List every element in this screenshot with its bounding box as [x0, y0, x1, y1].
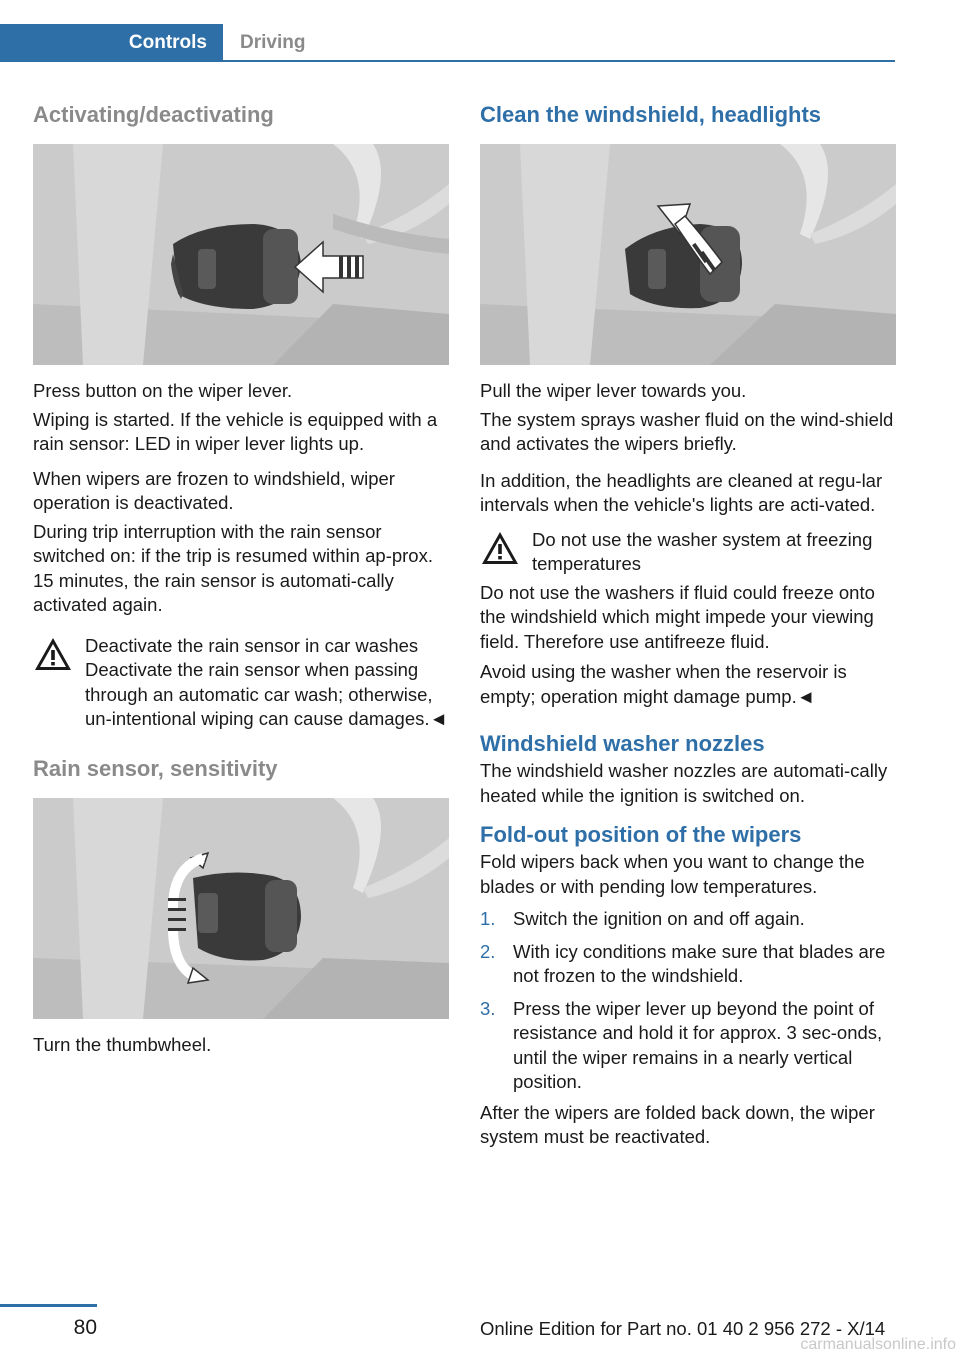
paragraph: Pull the wiper lever towards you. [480, 380, 747, 401]
page-header [0, 24, 895, 62]
list-item [480, 997, 896, 1095]
wiper-lever-press-figure [33, 144, 449, 365]
paragraph: Wiping is started. If the vehicle is equipped with a rain sensor: LED in wiper lever lights up. [33, 408, 438, 454]
paragraph: Avoid using the washer when the reservoir is empty; operation might damage pump.◄ [480, 661, 847, 707]
warning-title: Do not use the washer system at freezing temperatures [532, 528, 873, 574]
warning-car-wash [33, 634, 449, 732]
step-text: With icy conditions make sure that blades are not frozen to the windshield. [513, 940, 886, 986]
paragraph: Do not use the washers if fluid could freeze onto the windshield which might impede your viewing field. Therefore use antifreeze fluid. [480, 581, 875, 652]
edition-text: Online Edition for Part no. 01 40 2 956 272 - X/14 [480, 1318, 886, 1339]
warning-body: Deactivate the rain sensor when passing through an automatic car wash; otherwise, un‐intentional wiping can cause damages.◄ [85, 659, 448, 729]
right-column [480, 100, 896, 1150]
watermark: carmanualsonline.info [800, 1336, 956, 1353]
footer-divider [0, 1304, 97, 1307]
list-item [480, 907, 896, 932]
wiper-pull-illustration [480, 144, 896, 365]
thumbwheel-illustration [33, 798, 449, 1019]
warning-triangle-icon [33, 636, 73, 672]
thumbwheel-figure [33, 798, 449, 1019]
fold-out-steps [480, 907, 896, 1095]
step-number: 1. [480, 908, 496, 929]
wiper-press-illustration [33, 144, 449, 365]
tab-driving[interactable]: Driving [240, 32, 306, 53]
paragraph: During trip interruption with the rain sensor switched on: if the trip is resumed within ap‐prox. 15 minutes, the rain sensor is automati‐cally activated again. [33, 520, 433, 615]
tab-controls[interactable]: Controls [0, 24, 223, 62]
left-column [33, 100, 449, 1057]
paragraph: Press button on the wiper lever. [33, 380, 293, 401]
section-title-fold-out: Fold-out position of the wipers [480, 822, 802, 847]
header-divider [223, 60, 895, 62]
list-item [480, 940, 896, 989]
step-text: Press the wiper lever up beyond the point of resistance and hold it for approx. 3 sec‐onds, until the wiper remains in a nearly vertical position. [513, 997, 883, 1092]
warning-title: Deactivate the rain sensor in car washes [85, 634, 419, 656]
paragraph: The windshield washer nozzles are automati‐cally heated while the ignition is switched on. [480, 760, 888, 806]
paragraph: When wipers are frozen to windshield, wiper operation is deactivated. [33, 467, 395, 513]
paragraph: After the wipers are folded back down, the wiper system must be reactivated. [480, 1101, 875, 1147]
paragraph: Turn the thumbwheel. [33, 1033, 212, 1055]
step-text: Switch the ignition on and off again. [513, 908, 805, 929]
paragraph: The system sprays washer fluid on the wind‐shield and activates the wipers briefly. [480, 408, 894, 454]
paragraph: Fold wipers back when you want to change the blades or with pending low temperatures. [480, 851, 865, 897]
section-title-clean-windshield: Clean the windshield, headlights [480, 102, 822, 127]
wiper-lever-pull-figure [480, 144, 896, 365]
warning-triangle-icon [480, 530, 520, 566]
page-number: 80 [73, 1316, 97, 1339]
section-title-activating: Activating/deactivating [33, 102, 274, 127]
section-title-sensitivity: Rain sensor, sensitivity [33, 755, 278, 781]
step-number: 3. [480, 997, 496, 1019]
section-title-washer-nozzles: Windshield washer nozzles [480, 731, 765, 756]
warning-freezing [480, 528, 896, 577]
paragraph: In addition, the headlights are cleaned at regu‐lar intervals when the vehicle's lights are acti‐vated. [480, 469, 883, 515]
step-number: 2. [480, 940, 496, 962]
